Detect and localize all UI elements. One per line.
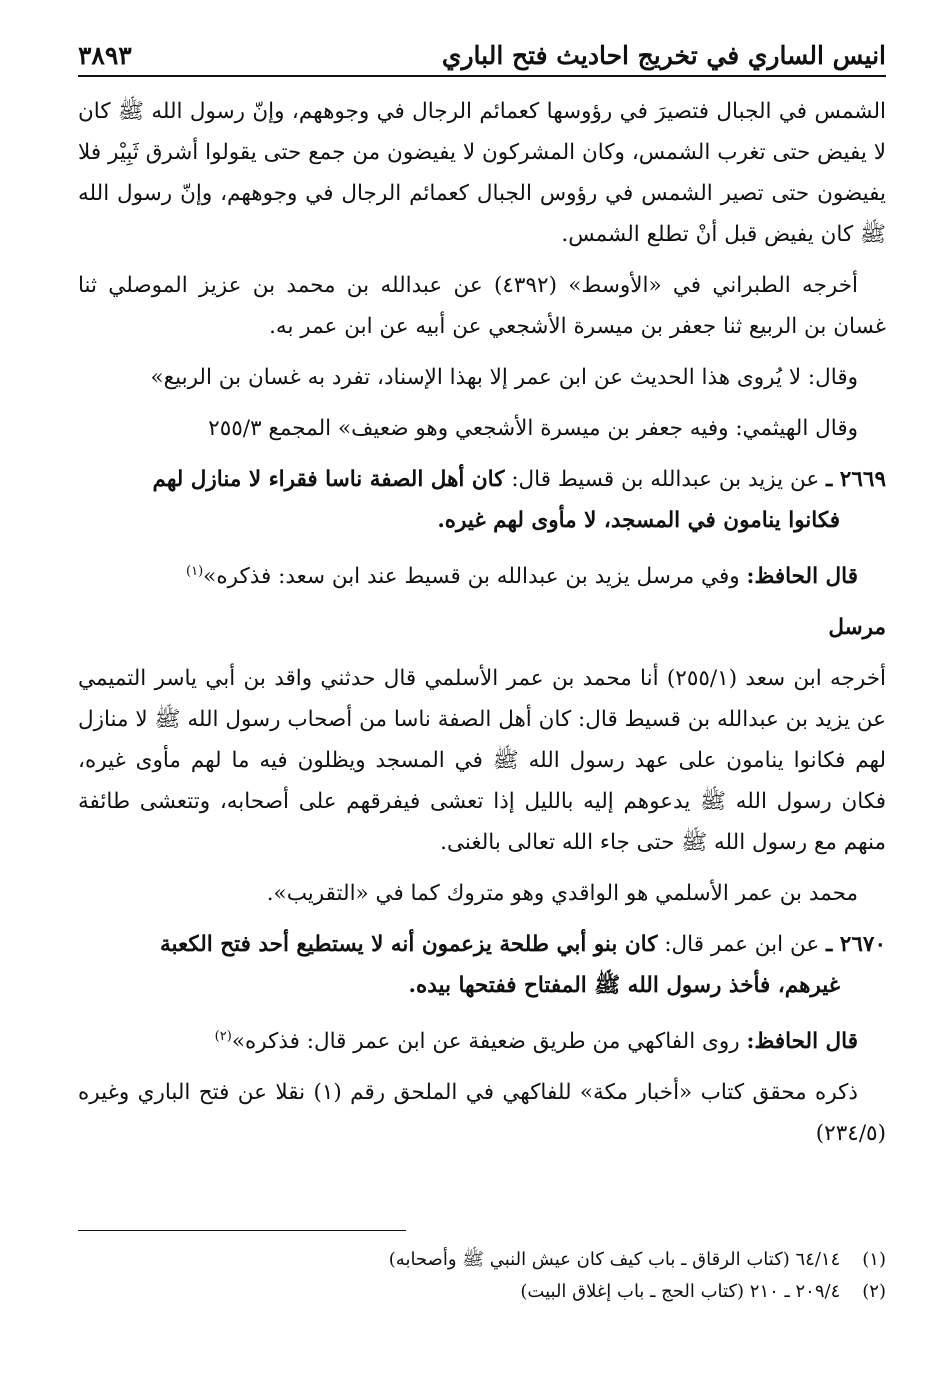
hadith-text-continued: فكانوا ينامون في المسجد، لا مأوى لهم غيره.: [437, 508, 840, 533]
footnote-text: ٢٠٩/٤ ـ ٢١٠ (كتاب الحج ـ باب إغلاق البيت): [520, 1281, 841, 1302]
paragraph-takhrij-tabarani: أخرجه الطبراني في «الأوسط» (٤٣٩٢) عن عبدالله بن محمد بن عزيز الموصلي ثنا غسان بن الربيع ثنا جعفر بن ميسرة الأشجعي عن أبيه عن ابن عمر به.: [78, 273, 886, 339]
hafiz-statement: [78, 551, 886, 597]
running-header: [78, 30, 886, 77]
footnote-divider: [78, 1230, 406, 1231]
paragraph-hadith-continuation: الشمس في الجبال فتصيرَ في رؤوسها كعمائم الرجال في وجوههم، وإنّ رسول الله ﷺ كان لا يفيض حتى تغرب الشمس، وكان المشركون لا يفيضون من جمع حتى يقولوا أشرق ثَبِيْر فلا يفيضون حتى تصير الشمس في رؤوس الجبال كعمائم الرجال في وجوههم، وإنّ رسول الله ﷺ كان يفيض قبل أنْ تطلع الشمس.: [78, 99, 886, 247]
footnote-ref: (١): [186, 564, 204, 579]
footnote-number: (٢): [862, 1281, 886, 1302]
paragraph-haythami: وقال الهيثمي: وفيه جعفر بن ميسرة الأشجعي وهو ضعيف» المجمع ٢٥٥/٣: [208, 416, 858, 441]
hadith-2670: [78, 924, 886, 1154]
hafiz-label: قال الحافظ:: [746, 564, 858, 590]
hadith-text-continued: غيرهم، فأخذ رسول الله ﷺ المفتاح ففتحها بيده.: [408, 973, 840, 999]
footnote-item: [78, 1276, 886, 1308]
hafiz-label: قال الحافظ:: [746, 1029, 858, 1055]
hadith-line: [78, 459, 886, 500]
hadith-intro: عن ابن عمر قال:: [664, 932, 820, 958]
page-body: [78, 91, 886, 1154]
hadith-number: ٢٦٧٠ ـ: [826, 932, 886, 958]
footnote-text: ٦٤/١٤ (كتاب الرقاق ـ باب كيف كان عيش النبي ﷺ وأصحابه): [388, 1249, 841, 1270]
paragraph-narrator-note: محمد بن عمر الأسلمي هو الواقدي وهو متروك كما في «التقريب».: [266, 881, 858, 907]
footnote-item: [78, 1244, 886, 1276]
footnote-number: (١): [862, 1249, 886, 1270]
hadith-intro: عن يزيد بن عبدالله بن قسيط قال:: [511, 467, 820, 492]
page-number: ٣٨٩٣: [78, 41, 132, 70]
hadith-line: [78, 924, 886, 965]
hafiz-text: وفي مرسل يزيد بن عبدالله بن قسيط عند ابن سعد: فذكره»: [203, 564, 740, 590]
hadith-text: كان أهل الصفة ناسا فقراء لا منازل لهم: [152, 467, 505, 492]
hadith-number: ٢٦٦٩ ـ: [826, 467, 886, 492]
paragraph-takhrij-fakihi: ذكره محقق كتاب «أخبار مكة» للفاكهي في الملحق رقم (١) نقلا عن فتح الباري وغيره (٢٣٤/٥): [78, 1080, 886, 1147]
hafiz-text: روى الفاكهي من طريق ضعيفة عن ابن عمر قال: فذكره»: [231, 1029, 740, 1055]
hafiz-statement: [78, 1016, 886, 1062]
footnotes: [78, 1244, 886, 1308]
hadith-grade: مرسل: [828, 615, 886, 641]
footnote-ref: (٢): [214, 1029, 232, 1045]
paragraph-takhrij-ibn-saad: أخرجه ابن سعد (٢٥٥/١) أنا محمد بن عمر الأسلمي قال حدثني واقد بن أبي ياسر التميمي عن يزيد بن عبدالله بن قسيط قال: كان أهل الصفة ناسا من أصحاب رسول الله ﷺ لا منازل لهم فكانوا ينامون على عهد رسول الله ﷺ في المسجد ويظلون فيه ما لهم مأوى غيره، فكان رسول الله ﷺ يدعوهم إليه بالليل إذا تعشى فيفرقهم على أصحابه، وتتعشى طائفة منهم مع رسول الله ﷺ حتى جاء الله تعالى بالغنى.: [78, 666, 886, 856]
hadith-text: كان بنو أبي طلحة يزعمون أنه لا يستطيع أحد فتح الكعبة: [160, 932, 658, 958]
paragraph-tabarani-comment: وقال: لا يُروى هذا الحديث عن ابن عمر إلا بهذا الإسناد، تفرد به غسان بن الربيع»: [150, 365, 858, 390]
hadith-2669: [78, 459, 886, 914]
book-title: انيس الساري في تخريج احاديث فتح الباري: [441, 41, 886, 70]
page: [78, 30, 886, 1154]
